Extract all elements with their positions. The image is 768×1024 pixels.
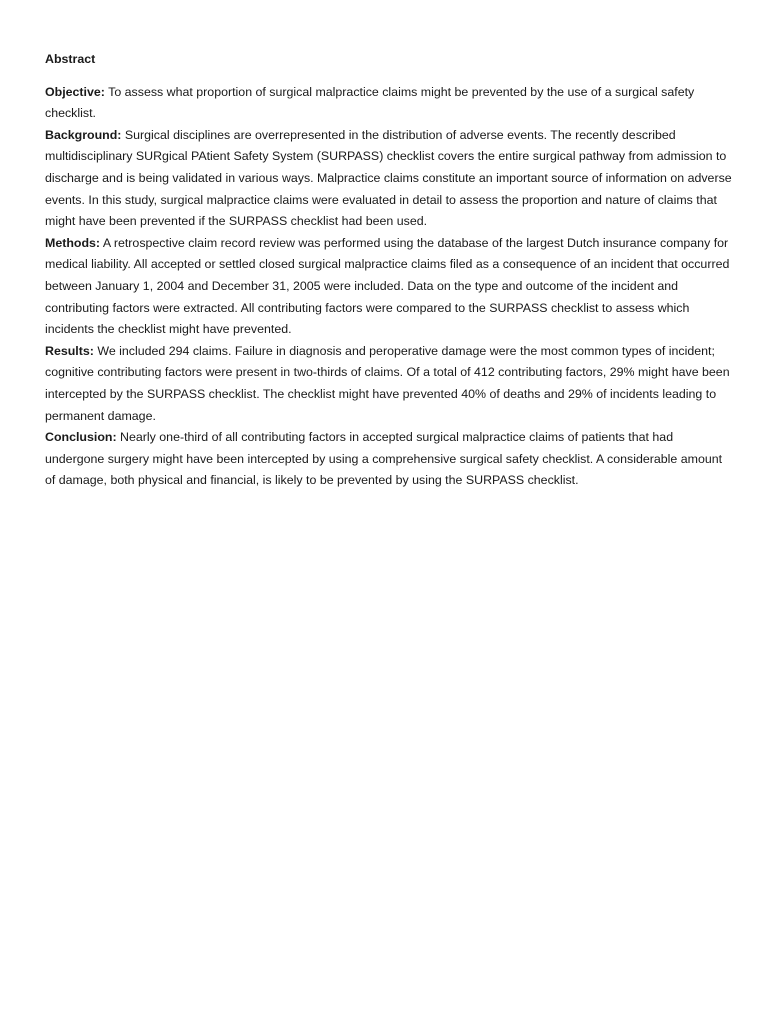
objective-label: Objective: <box>45 84 105 99</box>
results-paragraph <box>45 341 735 427</box>
conclusion-label: Conclusion: <box>45 430 117 445</box>
methods-text: A retrospective claim record review was performed using the database of the largest Dutch insurance company for medical liability. All accepted or settled closed surgical malpractice claims filed as a consequence of an incident that occurred between January 1, 2004 and December 31, 2005 were included. Data on the type and outcome of the incident and contributing factors were extracted. All contributing factors were compared to the SURPASS checklist to assess which incidents the checklist might have prevented. <box>45 235 730 337</box>
background-text: Surgical disciplines are overrepresented in the distribution of adverse events. The recently described multidisciplinary SURgical PAtient Safety System (SURPASS) checklist covers the entire surgical pathway from admission to discharge and is being validated in various ways. Malpractice claims constitute an important source of information on adverse events. In this study, surgical malpractice claims were evaluated in detail to assess the proportion and nature of claims that might have been prevented if the SURPASS checklist had been used. <box>45 127 732 229</box>
background-paragraph <box>45 125 735 233</box>
objective-paragraph <box>45 82 735 125</box>
abstract-heading: Abstract <box>45 52 96 66</box>
conclusion-text: Nearly one-third of all contributing factors in accepted surgical malpractice claims of patients that had undergone surgery might have been intercepted by using a comprehensive surgical safety checklist. A considerable amount of damage, both physical and financial, is likely to be prevented by using the SURPASS checklist. <box>45 430 723 488</box>
methods-paragraph <box>45 233 735 341</box>
results-text: We included 294 claims. Failure in diagnosis and peroperative damage were the most common types of incident; cognitive contributing factors were present in two-thirds of claims. Of a total of 412 contributing factors, 29% might have been intercepted by the SURPASS checklist. The checklist might have prevented 40% of deaths and 29% of incidents leading to permanent damage. <box>45 343 730 423</box>
methods-label: Methods: <box>45 235 101 250</box>
conclusion-paragraph <box>45 427 735 492</box>
background-label: Background: <box>45 127 122 142</box>
results-label: Results: <box>45 343 94 358</box>
abstract-page <box>45 49 735 492</box>
objective-text: To assess what proportion of surgical malpractice claims might be prevented by the use of a surgical safety checklist. <box>45 84 695 121</box>
